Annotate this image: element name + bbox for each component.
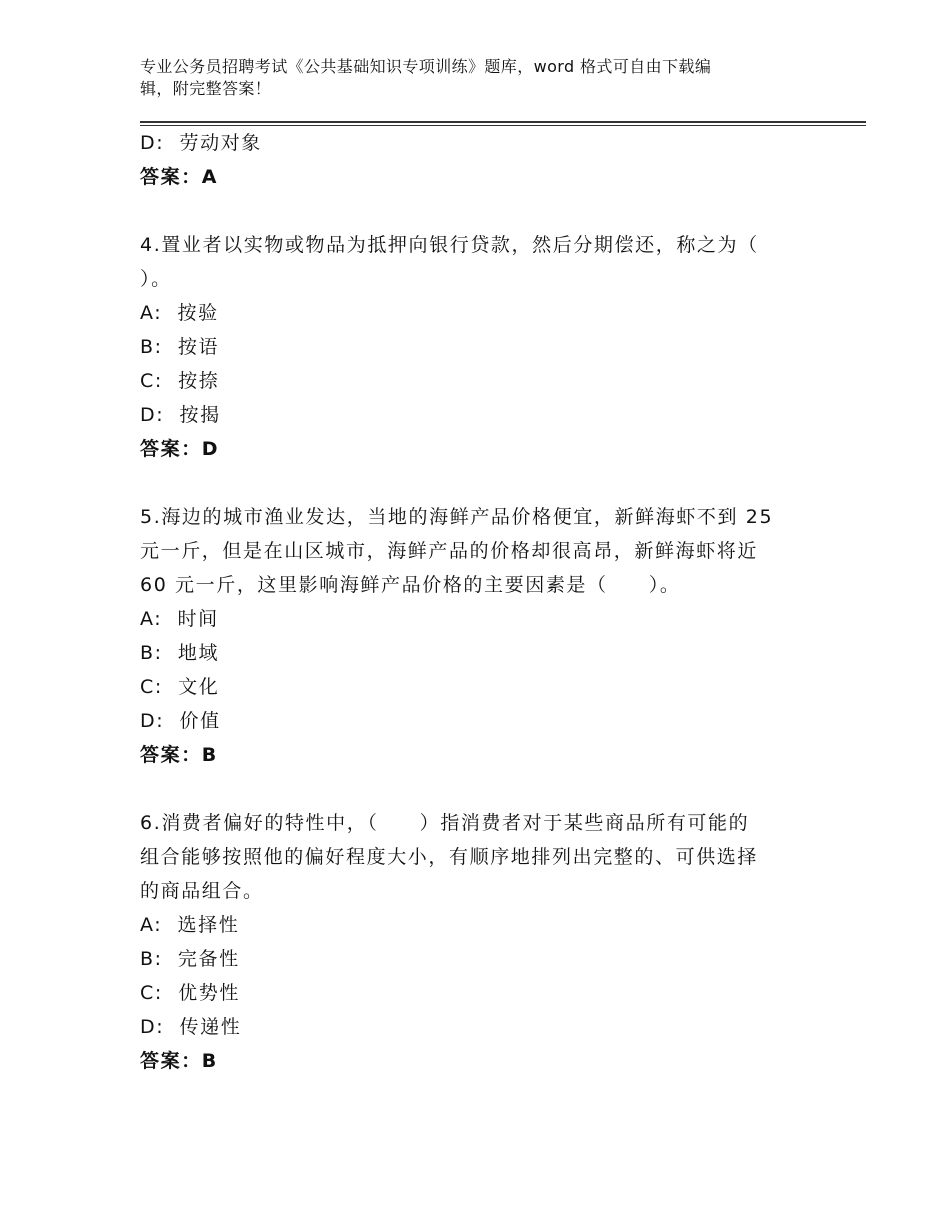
question-stem-line: 组合能够按照他的偏好程度大小，有顺序地排列出完整的、可供选择 (140, 846, 759, 868)
answer-line: 答案：A (140, 166, 219, 188)
option-d: D: 按揭 (140, 404, 221, 426)
answer-line: 答案：B (140, 744, 218, 766)
question-stem-line: 4.置业者以实物或物品为抵押向银行贷款，然后分期偿还，称之为（ (140, 234, 759, 256)
option-d: D: 价值 (140, 710, 221, 732)
option-d: D: 劳动对象 (140, 132, 262, 154)
question-stem-line: 6.消费者偏好的特性中，（ ）指消费者对于某些商品所有可能的 (140, 812, 750, 834)
spacer (140, 772, 820, 806)
option-b: B: 按语 (140, 336, 220, 358)
option-b: B: 完备性 (140, 948, 240, 970)
question-stem-line: ）。 (140, 268, 172, 290)
question-content (140, 126, 820, 1078)
question-5 (140, 500, 820, 772)
option-d: D: 传递性 (140, 1016, 242, 1038)
option-c: C: 优势性 (140, 982, 240, 1004)
question-4 (140, 228, 820, 466)
option-c: C: 文化 (140, 676, 220, 698)
option-b: B: 地域 (140, 642, 220, 664)
question-stem-line: 元一斤，但是在山区城市，海鲜产品的价格却很高昂，新鲜海虾将近 (140, 540, 759, 562)
header-line-1: 专业公务员招聘考试《公共基础知识专项训练》题库，word 格式可自由下载编 (140, 57, 712, 76)
page-header (140, 56, 790, 100)
option-a: A: 时间 (140, 608, 219, 630)
spacer (140, 466, 820, 500)
header-line-2: 辑，附完整答案！ (140, 79, 272, 98)
option-a: A: 选择性 (140, 914, 240, 936)
header-divider-thick (140, 121, 866, 123)
question-stem-line: 5.海边的城市渔业发达，当地的海鲜产品价格便宜，新鲜海虾不到 25 (140, 506, 774, 528)
question-stem-line: 的商品组合。 (140, 880, 264, 902)
option-a: A: 按验 (140, 302, 219, 324)
answer-line: 答案：B (140, 1050, 218, 1072)
question-stem-line: 60 元一斤，这里影响海鲜产品价格的主要因素是（ ）。 (140, 574, 681, 596)
answer-line: 答案：D (140, 438, 220, 460)
question-6 (140, 806, 820, 1078)
spacer (140, 194, 820, 228)
option-c: C: 按捺 (140, 370, 220, 392)
question-3-continued (140, 126, 820, 194)
